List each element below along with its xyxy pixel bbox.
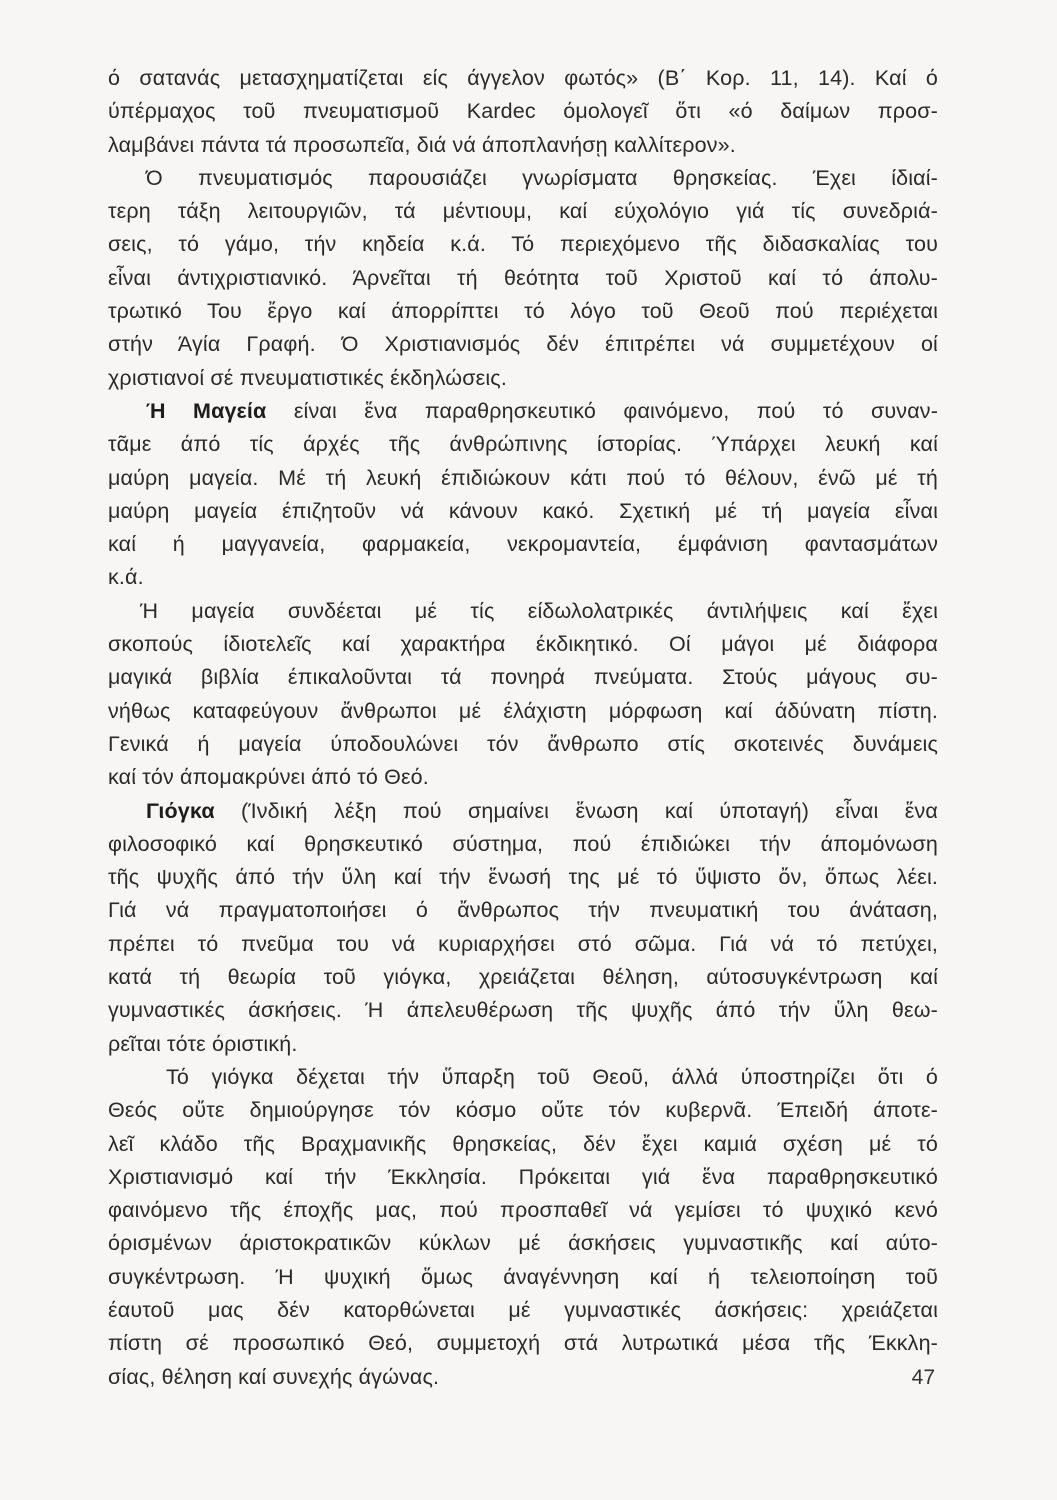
text-line: χριστιανοί σέ πνευματιστικές έκδηλώσεις. <box>108 365 507 390</box>
text-line: στήν Άγία Γραφή. Ό Χριστιανισμός δέν έπιτρέπει νά συμμετέχουν οί <box>108 332 938 357</box>
term-yoga: Γιόγκα <box>146 798 215 823</box>
text-line: Χριστιανισμό καί τήν Έκκλησία. Πρόκειται γιά ἕνα παραθρησκευτικό <box>108 1164 938 1189</box>
text-line: Ό πνευματισμός παρουσιάζει γνωρίσματα θρησκείας. Έχει ίδιαί- <box>146 165 938 190</box>
text-line <box>108 395 938 428</box>
text-line: Γιά νά πραγματοποιήσει ό ἄνθρωπος τήν πνευματική του άνάταση, <box>108 898 938 923</box>
text-line: τῆς ψυχῆς άπό τήν ὕλη καί τήν ἕνωσή της μέ τό ὕψιστο ὄν, ὅπως λέει. <box>108 865 938 890</box>
text-line: τρωτικό Του ἔργο καί άπορρίπτει τό λόγο τοῦ Θεοῦ πού περιέχεται <box>108 299 938 324</box>
text-line: συγκέντρωση. Ή ψυχική ὅμως άναγέννηση καί ή τελειοποίηση τοῦ <box>108 1264 938 1289</box>
text-line: τᾶμε άπό τίς άρχές τῆς άνθρώπινης ίστορίας. Ύπάρχει λευκή καί <box>108 432 938 457</box>
text-line: Τό γιόγκα δέχεται τήν ὕπαρξη τοῦ Θεοῦ, άλλά ύποστηρίζει ὅτι ό <box>166 1064 938 1089</box>
text-line: τερη τάξη λειτουργιῶν, τά μέντιουμ, καί εύχολόγιο γιά τίς συνεδριά- <box>108 199 938 224</box>
text-line: σεις, τό γάμο, τήν κηδεία κ.ά. Τό περιεχόμενο τῆς διδασκαλίας του <box>108 232 938 257</box>
text-line: πίστη σέ προσωπικό Θεό, συμμετοχή στά λυτρωτικά μέσα τῆς Έκκλη- <box>108 1331 938 1356</box>
text-line: λαμβάνει πάντα τά προσωπεῖα, διά νά άποπλανήσῃ καλλίτερον». <box>108 132 736 157</box>
text-line: ό σατανάς μετασχηματίζεται είς άγγελον φωτός» (Β΄ Κορ. 11, 14). Καί ό <box>108 66 938 90</box>
text-line: σκοπούς ίδιοτελεῖς καί χαρακτήρα έκδικητικό. Οί μάγοι μέ διάφορα <box>108 632 938 657</box>
text-line: πρέπει τό πνεῦμα του νά κυριαρχήσει στό σῶμα. Γιά νά τό πετύχει, <box>108 931 938 956</box>
text-line: ύπέρμαχος τοῦ πνευματισμοῦ Kardec όμολογεῖ ὅτι «ό δαίμων προσ- <box>108 99 938 124</box>
text-line: όρισμένων άριστοκρατικῶν κύκλων μέ άσκήσεις γυμναστικῆς καί αύτο- <box>108 1231 938 1256</box>
text-line: Ή μαγεία συνδέεται μέ τίς είδωλολατρικές άντιλήψεις καί ἔχει <box>140 598 938 623</box>
text-line: σίας, θέληση καί συνεχής άγώνας. <box>108 1364 440 1389</box>
text-line: γυμναστικές άσκήσεις. Ή άπελευθέρωση τῆς ψυχῆς άπό τήν ὕλη θεω- <box>108 998 938 1023</box>
text-line: φαινόμενο τῆς έποχῆς μας, πού προσπαθεῖ νά γεμίσει τό ψυχικό κενό <box>108 1198 938 1223</box>
term-mageia: Ή Μαγεία <box>146 398 267 423</box>
text-line: εἶναι άντιχριστιανικό. Άρνεῖται τή θεότητα τοῦ Χριστοῦ καί τό άπολυ- <box>108 265 938 290</box>
text-line: Θεός οὔτε δημιούργησε τόν κόσμο οὔτε τόν κυβερνᾶ. Έπειδή άποτε- <box>108 1098 938 1123</box>
text-line: μαγικά βιβλία έπικαλοῦνται τά πονηρά πνεύματα. Στούς μάγους συ- <box>108 665 938 690</box>
text-line <box>108 795 938 828</box>
page-body <box>108 62 938 1394</box>
text-line: ρεῖται τότε όριστική. <box>108 1031 298 1056</box>
text-line: λεῖ κλάδο τῆς Βραχμανικῆς θρησκείας, δέν ἔχει καμιά σχέση μέ τό <box>108 1131 938 1156</box>
text-line: φιλοσοφικό καί θρησκευτικό σύστημα, πού έπιδιώκει τήν άπομόνωση <box>108 831 938 856</box>
text-line: κ.ά. <box>108 565 144 590</box>
text-line-rest: είναι ἕνα παραθρησκευτικό φαινόμενο, πού τό συναν- <box>293 398 938 423</box>
text-line: κατά τή θεωρία τοῦ γιόγκα, χρειάζεται θέληση, αύτοσυγκέντρωση καί <box>108 965 938 990</box>
text-line: καί τόν άπομακρύνει άπό τό Θεό. <box>108 765 429 790</box>
text-line: καί ή μαγγανεία, φαρμακεία, νεκρομαντεία, έμφάνιση φαντασμάτων <box>108 532 938 557</box>
text-line: έαυτοῦ μας δέν κατορθώνεται μέ γυμναστικές άσκήσεις: χρειάζεται <box>108 1297 938 1322</box>
text-line: μαύρη μαγεία. Μέ τή λευκή έπιδιώκουν κάτι πού τό θέλουν, ένῶ μέ τή <box>108 465 938 490</box>
text-line: νήθως καταφεύγουν ἄνθρωποι μέ έλάχιστη μόρφωση καί άδύνατη πίστη. <box>108 698 938 723</box>
text-line-rest: (Ίνδική λέξη πού σημαίνει ἕνωση καί ύποταγή) εἶναι ἕνα <box>241 798 938 823</box>
text-line: μαύρη μαγεία έπιζητοῦν νά κάνουν κακό. Σχετική μέ τή μαγεία εἶναι <box>108 498 938 523</box>
text-line: Γενικά ή μαγεία ύποδουλώνει τόν ἄνθρωπο στίς σκοτεινές δυνάμεις <box>108 731 938 756</box>
page-number: 47 <box>911 1366 935 1389</box>
